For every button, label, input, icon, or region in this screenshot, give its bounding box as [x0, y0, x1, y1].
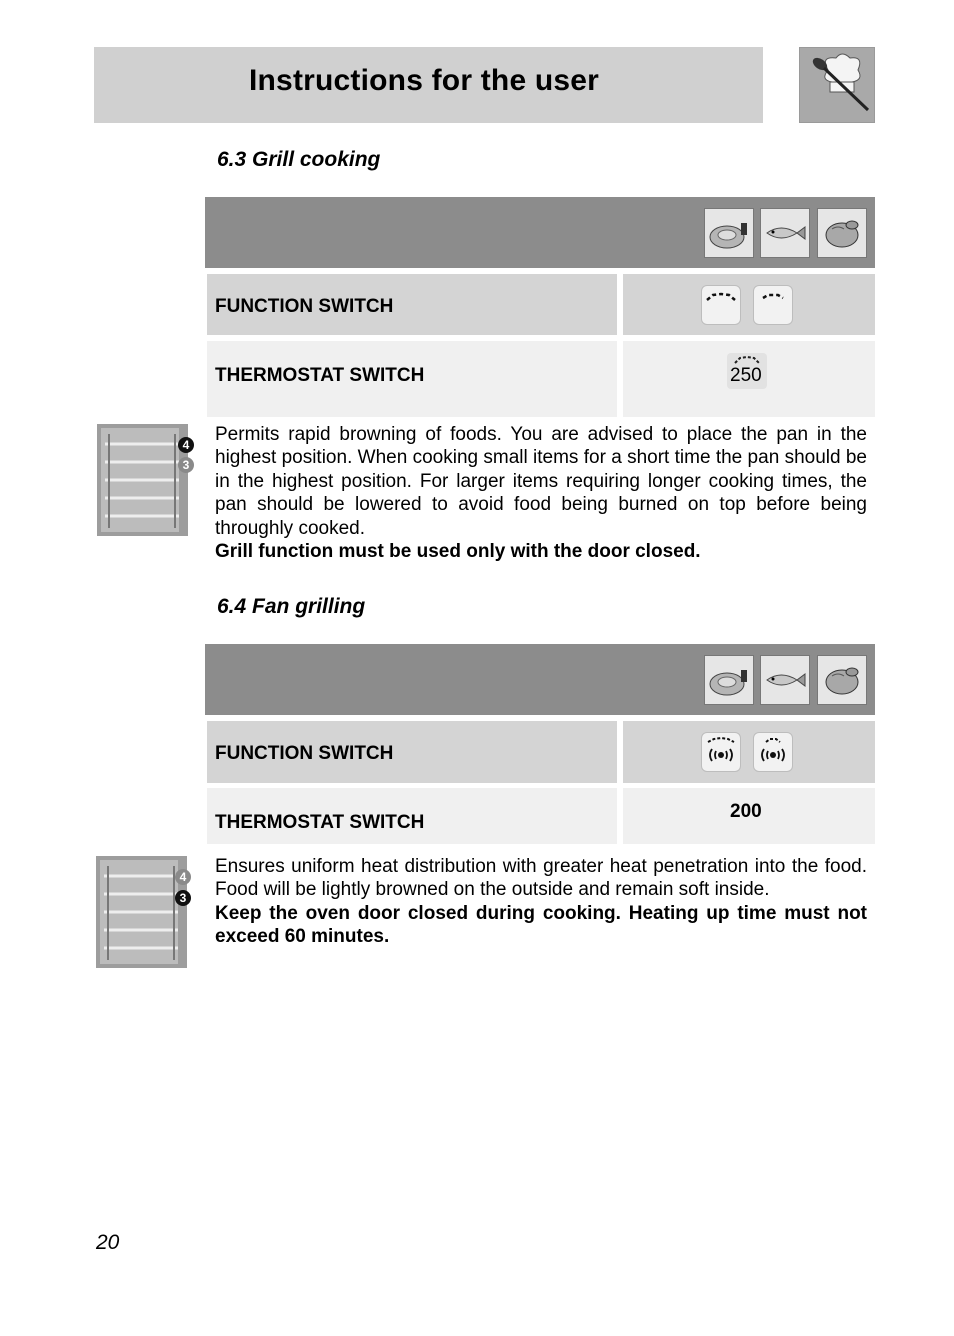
poultry-icon [817, 208, 867, 258]
thermostat-grill-icon [727, 353, 767, 389]
shelf-3-badge: 3 [178, 457, 194, 473]
oven-shelf-illustration [96, 856, 187, 968]
thermostat-switch-label: THERMOSTAT SWITCH [215, 812, 425, 833]
grill-cooking-description [215, 423, 867, 563]
fish-icon [760, 655, 810, 705]
meat-icon [704, 655, 754, 705]
poultry-icon [817, 655, 867, 705]
fan-grilling-warning: Keep the oven door closed during cooking. Heating up time must not exceed 60 minutes. [215, 902, 867, 948]
function-switch-label-cell [207, 721, 617, 783]
shelf-4-badge: 4 [178, 437, 194, 453]
thermostat-value-cell [623, 341, 875, 417]
oven-shelf-illustration [97, 424, 188, 536]
thermostat-value: 250 [730, 365, 762, 386]
section-title-fan-grilling: 6.4 Fan grilling [217, 595, 366, 618]
thermostat-value-cell [623, 788, 875, 844]
function-switch-label: FUNCTION SWITCH [215, 743, 394, 764]
function-switch-label: FUNCTION SWITCH [215, 296, 394, 317]
chef-hat-spoon-icon [799, 47, 875, 123]
thermostat-switch-label-cell [207, 788, 617, 844]
shelf-4-badge: 4 [175, 869, 191, 885]
fan-grilling-paragraph: Ensures uniform heat distribution with greater heat penetration into the food. Food will be lightly browned on the outside and remain soft inside. [215, 856, 867, 901]
fan-small-grill-icon [753, 732, 793, 772]
grill-cooking-paragraph: Permits rapid browning of foods. You are advised to place the pan in the highest position. When cooking small items for a short time the pan should be in the highest position. For larger items requiring longer cooking times, the pan should be lowered to avoid food being burned on top before being throughly cooked. [215, 424, 867, 539]
page-number: 20 [96, 1231, 120, 1254]
fan-grilling-description [215, 855, 867, 949]
thermostat-switch-label: THERMOSTAT SWITCH [215, 365, 425, 386]
function-switch-label-cell [207, 274, 617, 335]
food-icon-band [205, 197, 875, 268]
thermostat-value: 200 [730, 801, 762, 822]
function-switch-icons-cell [623, 721, 875, 783]
small-grill-icon [753, 285, 793, 325]
page-title: Instructions for the user [249, 64, 600, 97]
function-switch-icons-cell [623, 274, 875, 335]
section-title-grill-cooking: 6.3 Grill cooking [217, 148, 381, 171]
grill-icon [701, 285, 741, 325]
grill-cooking-warning: Grill function must be used only with the door closed. [215, 541, 701, 563]
meat-icon [704, 208, 754, 258]
thermostat-switch-label-cell [207, 341, 617, 417]
shelf-3-badge: 3 [175, 890, 191, 906]
fan-grill-icon [701, 732, 741, 772]
fish-icon [760, 208, 810, 258]
food-icon-band [205, 644, 875, 715]
